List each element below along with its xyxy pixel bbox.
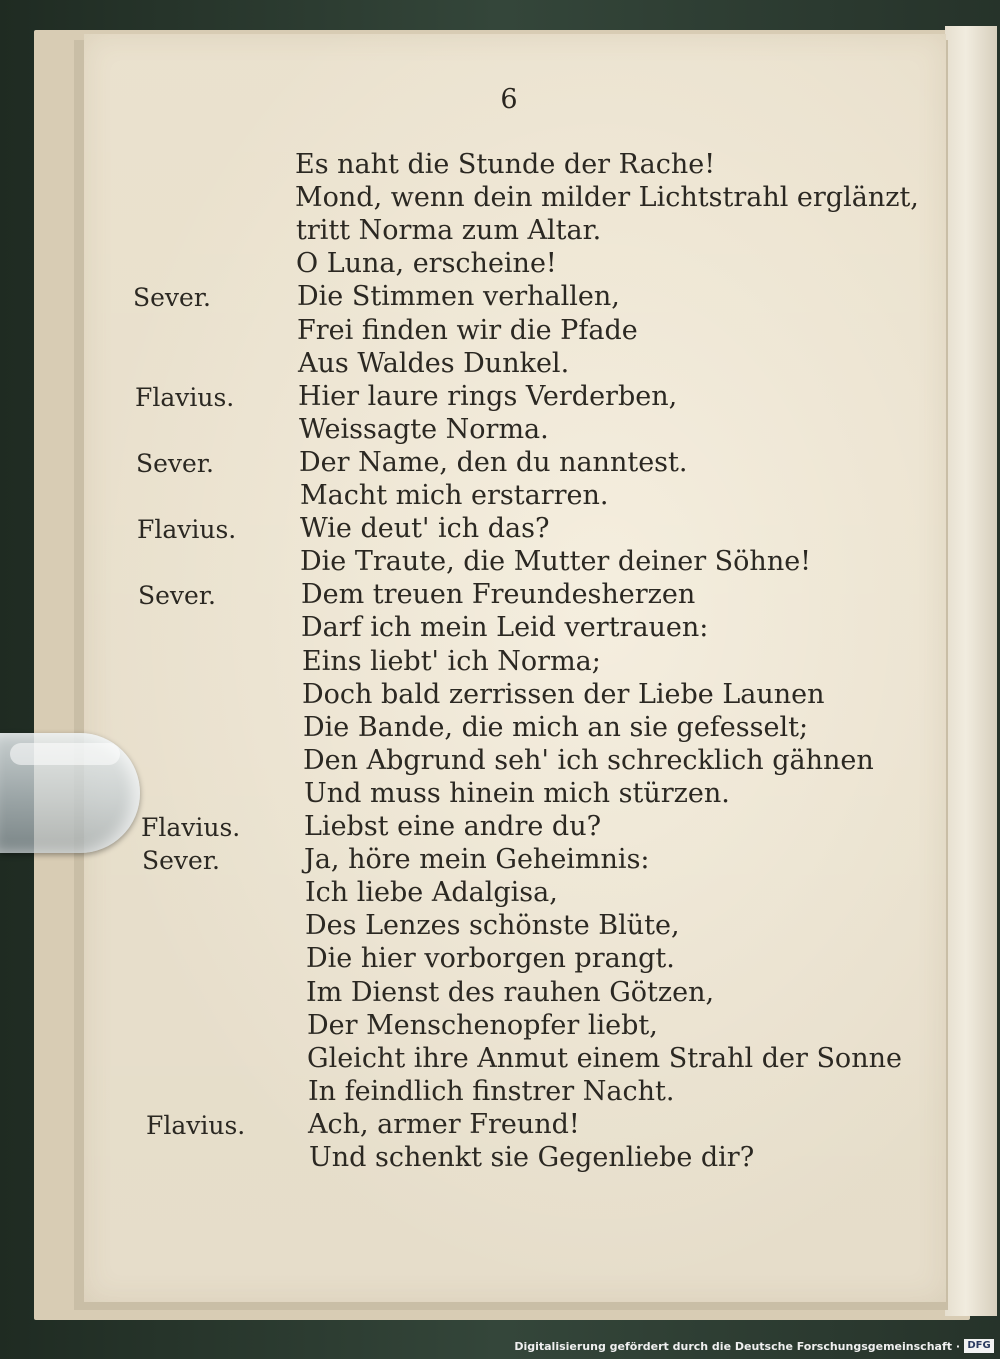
page-number: 6 [500, 84, 518, 115]
verse-line: Liebst eine andre du? [304, 811, 602, 842]
verse-line: Aus Waldes Dunkel. [298, 348, 570, 379]
verse-line: Die Traute, die Mutter deiner Söhne! [300, 546, 812, 577]
verse-line: Wie deut' ich das? [300, 513, 550, 544]
verse-line: Eins liebt' ich Norma; [302, 646, 601, 677]
speaker-label: Sever. [136, 449, 214, 478]
speaker-label: Flavius. [141, 813, 241, 842]
verse-line: Macht mich erstarren. [300, 480, 609, 511]
speaker-label: Flavius. [135, 383, 235, 412]
verse-line: Weissagte Norma. [299, 414, 549, 445]
verse-line: Die Stimmen verhallen, [297, 281, 620, 312]
verse-line: tritt Norma zum Altar. [296, 215, 602, 246]
verse-line: Der Menschenopfer liebt, [307, 1010, 658, 1041]
verse-line: Frei finden wir die Pfade [297, 315, 638, 346]
speaker-label: Flavius. [137, 515, 237, 544]
verse-line: Des Lenzes schönste Blüte, [305, 910, 680, 941]
speaker-label: Sever. [133, 283, 211, 312]
verse-line: Darf ich mein Leid vertrauen: [301, 612, 709, 643]
verse-line: Die Bande, die mich an sie gefesselt; [303, 712, 809, 743]
glass-page-weight [0, 733, 140, 853]
verse-line: Doch bald zerrissen der Liebe Launen [302, 679, 825, 710]
verse-line: Gleicht ihre Anmut einem Strahl der Sonne [307, 1043, 902, 1074]
verse-line: Der Name, den du nanntest. [299, 447, 688, 478]
verse-line: In feindlich finstrer Nacht. [308, 1076, 675, 1107]
verse-line: Ich liebe Adalgisa, [305, 877, 558, 908]
verse-line: Dem treuen Freundesherzen [301, 579, 696, 610]
dfg-logo: DFG [964, 1339, 994, 1353]
speaker-label: Sever. [142, 846, 220, 875]
verse-line: Und muss hinein mich stürzen. [304, 778, 730, 809]
speaker-label: Sever. [138, 581, 216, 610]
digitization-credit: Digitalisierung gefördert durch die Deutsche Forschungsgemeinschaft · [514, 1340, 960, 1353]
verse-line: Ja, höre mein Geheimnis: [304, 844, 650, 875]
verse-line: Den Abgrund seh' ich schrecklich gähnen [303, 745, 874, 776]
verse-line: Mond, wenn dein milder Lichtstrahl erglänzt, [295, 182, 919, 213]
verse-line: Und schenkt sie Gegenliebe dir? [309, 1142, 755, 1173]
verse-line: Es naht die Stunde der Rache! [295, 149, 716, 180]
verse-line: Hier laure rings Verderben, [298, 381, 678, 412]
verse-line: Ach, armer Freund! [308, 1109, 580, 1140]
verse-line: Die hier vorborgen prangt. [306, 943, 675, 974]
verse-line: O Luna, erscheine! [296, 248, 557, 279]
verse-line: Im Dienst des rauhen Götzen, [306, 977, 715, 1008]
speaker-label: Flavius. [146, 1111, 246, 1140]
